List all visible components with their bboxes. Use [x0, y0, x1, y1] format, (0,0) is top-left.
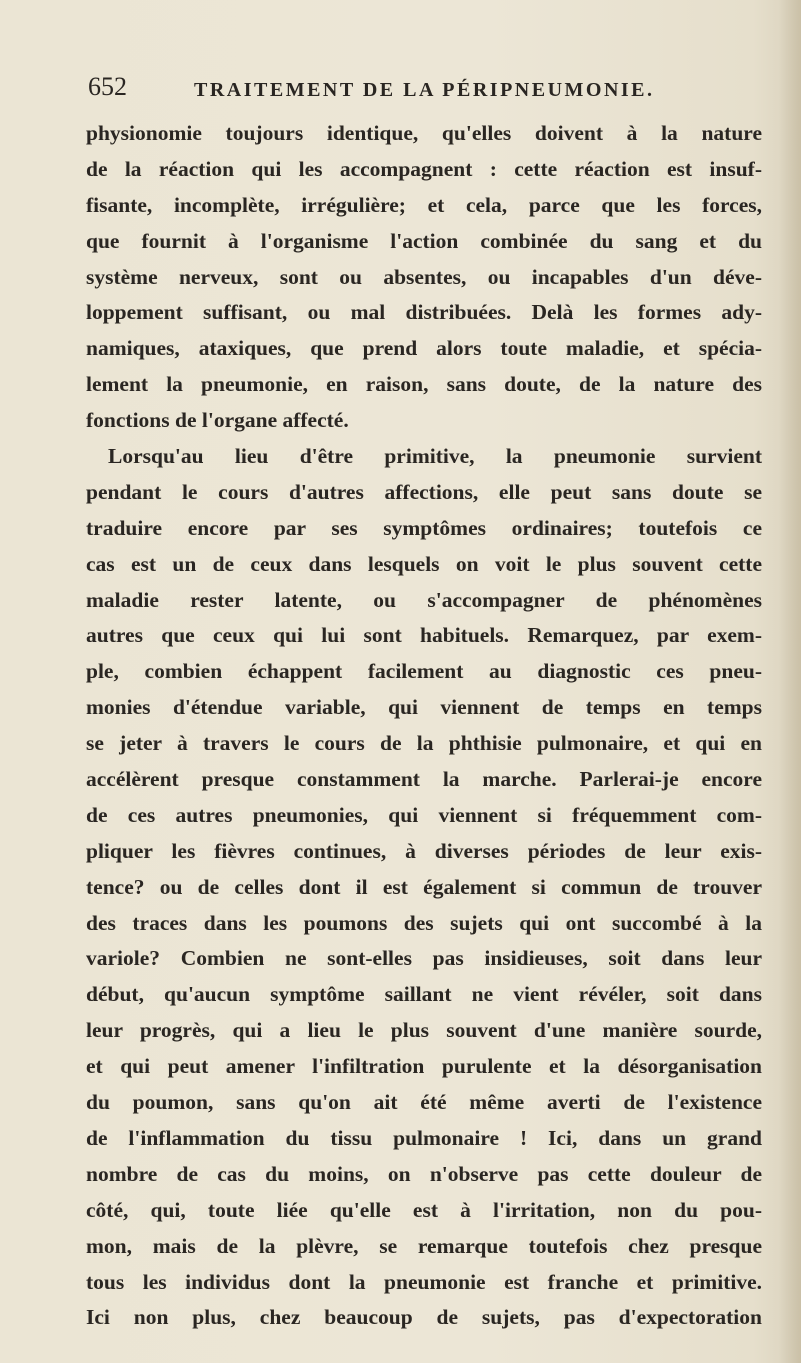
page-edge-shadow	[779, 0, 801, 1363]
text-line: leur progrès, qui a lieu le plus souvent d'une manière sourde,	[86, 1018, 762, 1043]
text-line: tous les individus dont la pneumonie est franche et primitive.	[86, 1269, 762, 1294]
text-line: de la réaction qui les accompagnent : cette réaction est insuf-	[86, 156, 762, 181]
text-line: des traces dans les poumons des sujets qui ont succombé à la	[86, 910, 762, 935]
text-line: tence? ou de celles dont il est également si commun de trouver	[86, 874, 762, 899]
text-line: fonctions de l'organe affecté.	[86, 408, 349, 433]
running-head: TRAITEMENT DE LA PÉRIPNEUMONIE.	[194, 79, 655, 101]
text-line: traduire encore par ses symptômes ordinaires; toutefois ce	[86, 515, 762, 540]
text-line: côté, qui, toute liée qu'elle est à l'irritation, non du pou-	[86, 1197, 762, 1222]
text-line: cas est un de ceux dans lesquels on voit le plus souvent cette	[86, 551, 762, 576]
text-line: système nerveux, sont ou absentes, ou incapables d'un déve-	[86, 264, 762, 289]
text-line: pliquer les fièvres continues, à diverses périodes de leur exis-	[86, 838, 762, 863]
text-line: nombre de cas du moins, on n'observe pas cette douleur de	[86, 1161, 762, 1186]
text-line: du poumon, sans qu'on ait été même averti de l'existence	[86, 1090, 762, 1115]
text-line: fisante, incomplète, irrégulière; et cela, parce que les forces,	[86, 192, 762, 217]
text-line: se jeter à travers le cours de la phthisie pulmonaire, et qui en	[86, 731, 762, 756]
text-line: pendant le cours d'autres affections, elle peut sans doute se	[86, 479, 762, 504]
text-line: maladie rester latente, ou s'accompagner de phénomènes	[86, 587, 762, 612]
text-line: de l'inflammation du tissu pulmonaire ! Ici, dans un grand	[86, 1125, 762, 1150]
text-line: autres que ceux qui lui sont habituels. Remarquez, par exem-	[86, 623, 762, 648]
text-line: variole? Combien ne sont-elles pas insidieuses, soit dans leur	[86, 946, 762, 971]
text-line: physionomie toujours identique, qu'elles doivent à la nature	[86, 121, 762, 145]
text-line: lement la pneumonie, en raison, sans doute, de la nature des	[86, 372, 762, 397]
paragraph-start-line: Lorsqu'au lieu d'être primitive, la pneumonie survient	[108, 444, 762, 469]
page-number: 652	[88, 72, 127, 101]
text-line: de ces autres pneumonies, qui viennent si fréquemment com-	[86, 802, 762, 827]
text-line: namiques, ataxiques, que prend alors toute maladie, et spécia-	[86, 336, 762, 361]
body-text	[86, 116, 762, 1336]
text-line: mon, mais de la plèvre, se remarque toutefois chez presque	[86, 1233, 762, 1258]
text-line: début, qu'aucun symptôme saillant ne vient révéler, soit dans	[86, 982, 762, 1007]
text-line: accélèrent presque constamment la marche. Parlerai-je encore	[86, 767, 762, 792]
text-line: Ici non plus, chez beaucoup de sujets, pas d'expectoration	[86, 1305, 762, 1330]
text-line: ple, combien échappent facilement au diagnostic ces pneu-	[86, 659, 762, 684]
text-line: et qui peut amener l'infiltration purulente et la désorganisation	[86, 1054, 762, 1079]
text-line: que fournit à l'organisme l'action combinée du sang et du	[86, 228, 762, 253]
text-line: monies d'étendue variable, qui viennent de temps en temps	[86, 695, 762, 720]
text-line: loppement suffisant, ou mal distribuées. Delà les formes ady-	[86, 300, 762, 325]
page-header	[88, 72, 748, 112]
